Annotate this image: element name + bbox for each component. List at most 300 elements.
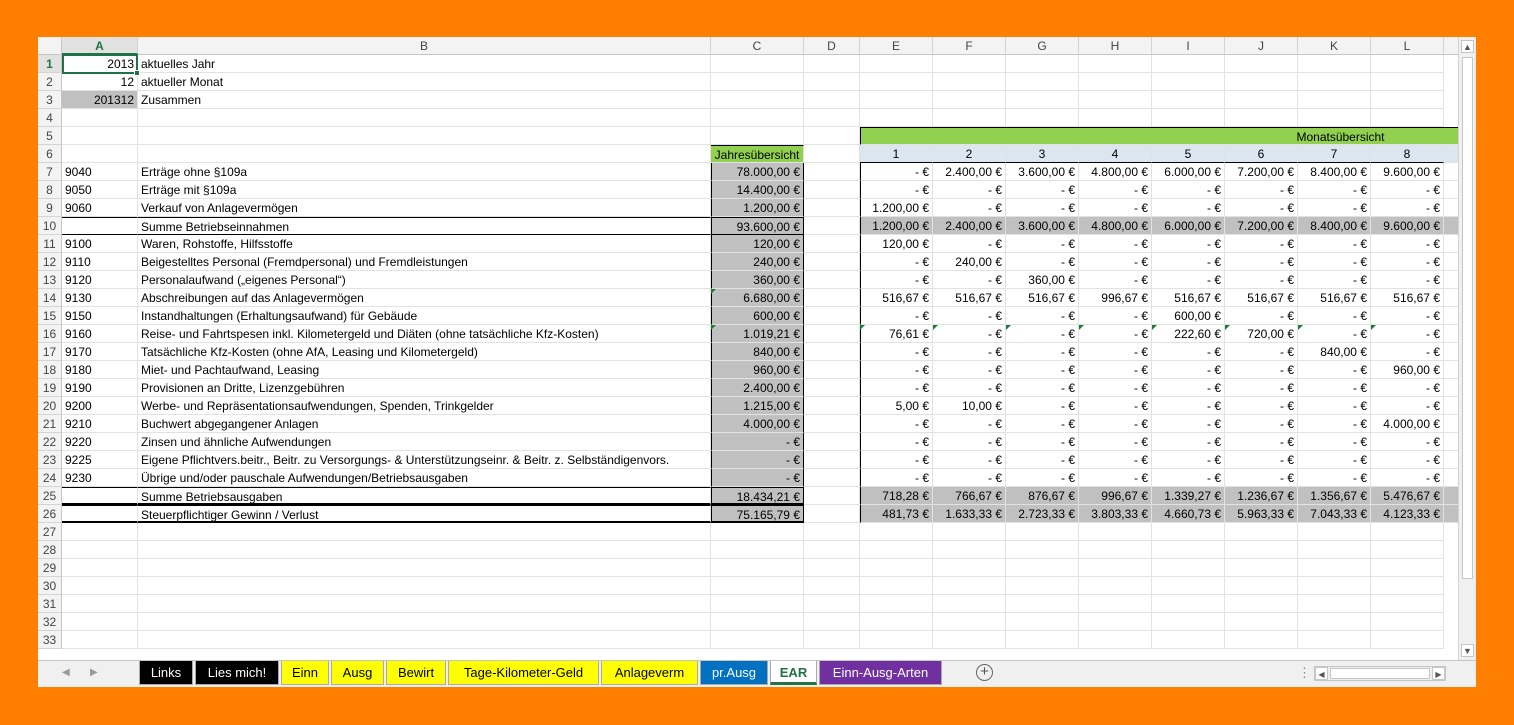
yearly-total[interactable]: 93.600,00 € xyxy=(711,217,804,235)
empty-cell[interactable] xyxy=(933,595,1006,613)
account-code[interactable]: 9220 xyxy=(62,433,138,451)
empty-cell[interactable] xyxy=(711,541,804,559)
monthly-value[interactable]: - € xyxy=(1298,325,1371,343)
monthly-value[interactable]: - € xyxy=(933,451,1006,469)
empty-cell[interactable] xyxy=(804,451,860,469)
empty-cell[interactable] xyxy=(1225,91,1298,109)
yearly-total[interactable]: 600,00 € xyxy=(711,307,804,325)
empty-cell[interactable] xyxy=(933,559,1006,577)
sheet-tab[interactable]: Lies mich! xyxy=(195,661,279,685)
monthly-value[interactable]: - € xyxy=(1298,451,1371,469)
monthly-value[interactable]: 1.339,27 € xyxy=(1152,487,1225,505)
error-indicator-icon[interactable] xyxy=(933,325,938,330)
error-indicator-icon[interactable] xyxy=(1371,325,1376,330)
monthly-value[interactable]: - € xyxy=(1152,199,1225,217)
monthly-value[interactable]: - € xyxy=(1298,307,1371,325)
yearly-overview-header[interactable]: Jahresübersicht xyxy=(711,145,804,163)
month-number-header[interactable]: 4 xyxy=(1079,145,1152,163)
yearly-total[interactable]: - € xyxy=(711,469,804,487)
empty-cell[interactable] xyxy=(860,595,933,613)
monthly-value[interactable]: - € xyxy=(860,415,933,433)
monthly-value[interactable]: 9.600,00 € xyxy=(1371,217,1444,235)
monthly-value[interactable]: 718,28 € xyxy=(860,487,933,505)
empty-cell[interactable] xyxy=(1006,613,1079,631)
empty-cell[interactable] xyxy=(804,631,860,649)
monthly-value[interactable]: - € xyxy=(1006,415,1079,433)
empty-cell[interactable] xyxy=(1298,55,1371,73)
empty-cell[interactable] xyxy=(1152,109,1225,127)
yearly-total[interactable]: 240,00 € xyxy=(711,253,804,271)
monthly-value[interactable]: - € xyxy=(1152,235,1225,253)
monthly-value[interactable]: 8.400,00 € xyxy=(1298,163,1371,181)
monthly-value[interactable]: 4.800,00 € xyxy=(1079,163,1152,181)
scroll-right-icon[interactable]: ▶ xyxy=(1432,667,1445,680)
monthly-value[interactable]: - € xyxy=(1079,325,1152,343)
monthly-value[interactable]: - € xyxy=(1006,235,1079,253)
monthly-value[interactable]: - € xyxy=(860,433,933,451)
monthly-value[interactable]: - € xyxy=(1079,253,1152,271)
monthly-value[interactable]: - € xyxy=(1006,433,1079,451)
empty-cell[interactable] xyxy=(1079,631,1152,649)
empty-cell[interactable] xyxy=(860,73,933,91)
monthly-value[interactable]: - € xyxy=(933,379,1006,397)
empty-cell[interactable] xyxy=(1371,73,1444,91)
monthly-value[interactable]: - € xyxy=(860,307,933,325)
empty-cell[interactable] xyxy=(1371,613,1444,631)
empty-cell[interactable] xyxy=(711,127,804,145)
monthly-value[interactable]: - € xyxy=(1152,253,1225,271)
monthly-value[interactable]: - € xyxy=(933,199,1006,217)
empty-cell[interactable] xyxy=(804,109,860,127)
empty-cell[interactable] xyxy=(711,73,804,91)
empty-cell[interactable] xyxy=(711,595,804,613)
account-code[interactable]: 9100 xyxy=(62,235,138,253)
yearly-total[interactable]: - € xyxy=(711,433,804,451)
empty-cell[interactable] xyxy=(138,541,711,559)
empty-cell[interactable] xyxy=(804,145,860,163)
row-header[interactable]: 26 xyxy=(38,505,62,523)
error-indicator-icon[interactable] xyxy=(860,325,865,330)
empty-cell[interactable] xyxy=(1079,577,1152,595)
empty-cell[interactable] xyxy=(804,199,860,217)
error-indicator-icon[interactable] xyxy=(1152,325,1157,330)
monthly-value[interactable]: - € xyxy=(1079,361,1152,379)
row-header[interactable]: 4 xyxy=(38,109,62,127)
empty-cell[interactable] xyxy=(1298,541,1371,559)
row-header[interactable]: 9 xyxy=(38,199,62,217)
monthly-value[interactable]: 600,00 € xyxy=(1152,307,1225,325)
monthly-value[interactable]: - € xyxy=(1225,451,1298,469)
monthly-value[interactable]: 4.660,73 € xyxy=(1152,505,1225,523)
empty-cell[interactable] xyxy=(804,541,860,559)
account-code[interactable]: 9060 xyxy=(62,199,138,217)
account-label[interactable]: Reise- und Fahrtspesen inkl. Kilometergeld und Diäten (ohne tatsächliche Kfz-Kosten) xyxy=(138,325,711,343)
empty-cell[interactable] xyxy=(804,343,860,361)
tab-scroll-left-icon[interactable]: ◀ xyxy=(62,667,70,678)
monthly-value[interactable]: - € xyxy=(1371,451,1444,469)
empty-cell[interactable] xyxy=(804,559,860,577)
account-label[interactable]: Miet- und Pachtaufwand, Leasing xyxy=(138,361,711,379)
horizontal-scrollbar[interactable] xyxy=(1314,666,1446,681)
empty-cell[interactable] xyxy=(1371,91,1444,109)
monthly-value[interactable]: 3.600,00 € xyxy=(1006,163,1079,181)
empty-cell[interactable] xyxy=(1152,541,1225,559)
monthly-value[interactable]: - € xyxy=(1079,469,1152,487)
empty-cell[interactable] xyxy=(1298,631,1371,649)
empty-cell[interactable] xyxy=(933,109,1006,127)
select-all-corner[interactable] xyxy=(38,37,62,55)
month-number-header[interactable]: 7 xyxy=(1298,145,1371,163)
row-header[interactable]: 32 xyxy=(38,613,62,631)
h-scroll-thumb[interactable] xyxy=(1330,668,1430,679)
sheet-tab[interactable]: Bewirt xyxy=(386,661,446,685)
monthly-value[interactable]: - € xyxy=(933,469,1006,487)
account-code[interactable] xyxy=(62,487,138,505)
empty-cell[interactable] xyxy=(1298,595,1371,613)
monthly-value[interactable]: 5.476,67 € xyxy=(1371,487,1444,505)
monthly-value[interactable]: - € xyxy=(860,451,933,469)
empty-cell[interactable] xyxy=(1006,55,1079,73)
empty-cell[interactable] xyxy=(1225,595,1298,613)
row-header[interactable]: 19 xyxy=(38,379,62,397)
yearly-total[interactable]: 840,00 € xyxy=(711,343,804,361)
empty-cell[interactable] xyxy=(1152,613,1225,631)
account-code[interactable]: 9040 xyxy=(62,163,138,181)
monthly-value[interactable]: 516,67 € xyxy=(1006,289,1079,307)
row-header[interactable]: 21 xyxy=(38,415,62,433)
row-header[interactable]: 25 xyxy=(38,487,62,505)
empty-cell[interactable] xyxy=(711,91,804,109)
monthly-value[interactable]: - € xyxy=(1079,415,1152,433)
yearly-total[interactable]: 360,00 € xyxy=(711,271,804,289)
monthly-value[interactable]: - € xyxy=(933,343,1006,361)
empty-cell[interactable] xyxy=(933,523,1006,541)
account-code[interactable]: 9130 xyxy=(62,289,138,307)
monthly-value[interactable]: - € xyxy=(1225,469,1298,487)
empty-cell[interactable] xyxy=(1371,109,1444,127)
column-header-i[interactable]: I xyxy=(1152,37,1225,55)
empty-cell[interactable] xyxy=(804,253,860,271)
tab-scroll-right-icon[interactable]: ▶ xyxy=(90,667,98,678)
empty-cell[interactable] xyxy=(62,559,138,577)
scroll-down-icon[interactable]: ▼ xyxy=(1461,644,1474,657)
monthly-value[interactable]: - € xyxy=(1225,307,1298,325)
row-header[interactable]: 15 xyxy=(38,307,62,325)
monthly-value[interactable]: - € xyxy=(1225,271,1298,289)
row-header[interactable]: 2 xyxy=(38,73,62,91)
account-code[interactable]: 9110 xyxy=(62,253,138,271)
monthly-value[interactable]: 7.043,33 € xyxy=(1298,505,1371,523)
empty-cell[interactable] xyxy=(1225,523,1298,541)
empty-cell[interactable] xyxy=(1152,631,1225,649)
empty-cell[interactable] xyxy=(1152,91,1225,109)
monthly-value[interactable]: - € xyxy=(860,361,933,379)
row-header[interactable]: 5 xyxy=(38,127,62,145)
monthly-value[interactable]: - € xyxy=(1079,433,1152,451)
monthly-value[interactable]: - € xyxy=(1079,379,1152,397)
monthly-value[interactable]: - € xyxy=(1298,271,1371,289)
empty-cell[interactable] xyxy=(62,145,138,163)
account-label[interactable]: Abschreibungen auf das Anlagevermögen xyxy=(138,289,711,307)
row-header[interactable]: 16 xyxy=(38,325,62,343)
empty-cell[interactable] xyxy=(804,523,860,541)
month-number-header[interactable]: 3 xyxy=(1006,145,1079,163)
empty-cell[interactable] xyxy=(933,73,1006,91)
empty-cell[interactable] xyxy=(62,631,138,649)
monthly-value[interactable]: - € xyxy=(1298,199,1371,217)
empty-cell[interactable] xyxy=(711,523,804,541)
monthly-value[interactable]: - € xyxy=(1298,253,1371,271)
account-label[interactable]: Waren, Rohstoffe, Hilfsstoffe xyxy=(138,235,711,253)
monthly-value[interactable]: - € xyxy=(1225,361,1298,379)
empty-cell[interactable] xyxy=(62,523,138,541)
empty-cell[interactable] xyxy=(1298,109,1371,127)
monthly-value[interactable]: 222,60 € xyxy=(1152,325,1225,343)
empty-cell[interactable] xyxy=(804,397,860,415)
empty-cell[interactable] xyxy=(1225,559,1298,577)
account-code[interactable]: 9225 xyxy=(62,451,138,469)
empty-cell[interactable] xyxy=(711,577,804,595)
empty-cell[interactable] xyxy=(1006,577,1079,595)
add-sheet-icon[interactable]: + xyxy=(976,664,993,681)
scroll-thumb[interactable] xyxy=(1462,57,1473,579)
setting-value[interactable]: 2013 xyxy=(62,55,138,73)
account-label[interactable]: Summe Betriebsausgaben xyxy=(138,487,711,505)
empty-cell[interactable] xyxy=(711,559,804,577)
monthly-value[interactable]: 2.400,00 € xyxy=(933,217,1006,235)
monthly-value[interactable]: - € xyxy=(1079,199,1152,217)
monthly-value[interactable]: 1.356,67 € xyxy=(1298,487,1371,505)
sheet-tab[interactable]: Einn-Ausg-Arten xyxy=(819,661,942,685)
vertical-scrollbar[interactable] xyxy=(1458,37,1476,660)
yearly-total[interactable]: - € xyxy=(711,451,804,469)
empty-cell[interactable] xyxy=(860,55,933,73)
setting-label[interactable]: aktuelles Jahr xyxy=(138,55,711,73)
worksheet-grid[interactable] xyxy=(38,37,1458,660)
empty-cell[interactable] xyxy=(804,487,860,505)
monthly-value[interactable]: - € xyxy=(1152,181,1225,199)
error-indicator-icon[interactable] xyxy=(1079,325,1084,330)
empty-cell[interactable] xyxy=(1152,577,1225,595)
column-header-c[interactable]: C xyxy=(711,37,804,55)
scroll-up-icon[interactable]: ▲ xyxy=(1461,40,1474,53)
empty-cell[interactable] xyxy=(62,595,138,613)
row-header[interactable]: 22 xyxy=(38,433,62,451)
empty-cell[interactable] xyxy=(860,559,933,577)
monthly-value[interactable]: 120,00 € xyxy=(860,235,933,253)
sheet-tab[interactable]: Tage-Kilometer-Geld xyxy=(448,661,599,685)
empty-cell[interactable] xyxy=(1006,73,1079,91)
monthly-value[interactable]: - € xyxy=(860,181,933,199)
empty-cell[interactable] xyxy=(1225,541,1298,559)
monthly-value[interactable]: - € xyxy=(1371,379,1444,397)
account-label[interactable]: Werbe- und Repräsentationsaufwendungen, Spenden, Trinkgelder xyxy=(138,397,711,415)
monthly-value[interactable]: - € xyxy=(1006,199,1079,217)
empty-cell[interactable] xyxy=(1298,613,1371,631)
monthly-value[interactable]: - € xyxy=(1371,271,1444,289)
empty-cell[interactable] xyxy=(62,613,138,631)
sheet-tab[interactable]: pr.Ausg xyxy=(700,661,768,685)
yearly-total[interactable]: 120,00 € xyxy=(711,235,804,253)
empty-cell[interactable] xyxy=(804,577,860,595)
account-code[interactable]: 9160 xyxy=(62,325,138,343)
monthly-value[interactable]: - € xyxy=(1371,235,1444,253)
row-header[interactable]: 1 xyxy=(38,55,62,73)
empty-cell[interactable] xyxy=(711,631,804,649)
row-header[interactable]: 24 xyxy=(38,469,62,487)
row-header[interactable]: 23 xyxy=(38,451,62,469)
yearly-total[interactable]: 960,00 € xyxy=(711,361,804,379)
sheet-tab[interactable]: Links xyxy=(139,661,193,685)
empty-cell[interactable] xyxy=(1079,73,1152,91)
empty-cell[interactable] xyxy=(1371,541,1444,559)
column-header-e[interactable]: E xyxy=(860,37,933,55)
empty-cell[interactable] xyxy=(1152,523,1225,541)
monthly-value[interactable]: - € xyxy=(1152,451,1225,469)
monthly-value[interactable]: - € xyxy=(1079,397,1152,415)
empty-cell[interactable] xyxy=(138,523,711,541)
monthly-value[interactable]: 516,67 € xyxy=(1298,289,1371,307)
empty-cell[interactable] xyxy=(1152,73,1225,91)
monthly-value[interactable]: - € xyxy=(933,235,1006,253)
monthly-value[interactable]: 516,67 € xyxy=(1371,289,1444,307)
row-header[interactable]: 18 xyxy=(38,361,62,379)
monthly-value[interactable]: 8.400,00 € xyxy=(1298,217,1371,235)
monthly-value[interactable]: 7.200,00 € xyxy=(1225,217,1298,235)
account-code[interactable]: 9050 xyxy=(62,181,138,199)
empty-cell[interactable] xyxy=(1298,91,1371,109)
empty-cell[interactable] xyxy=(1371,631,1444,649)
empty-cell[interactable] xyxy=(1371,559,1444,577)
row-header[interactable]: 13 xyxy=(38,271,62,289)
monthly-value[interactable]: 3.803,33 € xyxy=(1079,505,1152,523)
monthly-value[interactable]: - € xyxy=(860,343,933,361)
account-label[interactable]: Buchwert abgegangener Anlagen xyxy=(138,415,711,433)
empty-cell[interactable] xyxy=(1006,595,1079,613)
monthly-value[interactable]: - € xyxy=(1152,379,1225,397)
row-header[interactable]: 30 xyxy=(38,577,62,595)
empty-cell[interactable] xyxy=(62,109,138,127)
empty-cell[interactable] xyxy=(62,127,138,145)
column-header-b[interactable]: B xyxy=(138,37,711,55)
empty-cell[interactable] xyxy=(804,361,860,379)
monthly-value[interactable]: - € xyxy=(1079,307,1152,325)
monthly-value[interactable]: 9.600,00 € xyxy=(1371,163,1444,181)
empty-cell[interactable] xyxy=(804,595,860,613)
row-header[interactable]: 31 xyxy=(38,595,62,613)
setting-label[interactable]: aktueller Monat xyxy=(138,73,711,91)
empty-cell[interactable] xyxy=(804,613,860,631)
monthly-value[interactable]: 1.633,33 € xyxy=(933,505,1006,523)
yearly-total[interactable]: 4.000,00 € xyxy=(711,415,804,433)
monthly-value[interactable]: 766,67 € xyxy=(933,487,1006,505)
monthly-value[interactable]: - € xyxy=(1152,433,1225,451)
monthly-value[interactable]: - € xyxy=(1225,433,1298,451)
monthly-value[interactable]: - € xyxy=(1225,415,1298,433)
empty-cell[interactable] xyxy=(804,163,860,181)
empty-cell[interactable] xyxy=(804,91,860,109)
empty-cell[interactable] xyxy=(1079,595,1152,613)
scroll-left-icon[interactable]: ◀ xyxy=(1315,667,1328,680)
monthly-value[interactable]: 2.723,33 € xyxy=(1006,505,1079,523)
empty-cell[interactable] xyxy=(1298,73,1371,91)
monthly-value[interactable]: - € xyxy=(1079,343,1152,361)
row-header[interactable]: 29 xyxy=(38,559,62,577)
account-code[interactable]: 9210 xyxy=(62,415,138,433)
monthly-value[interactable]: - € xyxy=(1371,469,1444,487)
empty-cell[interactable] xyxy=(1079,541,1152,559)
row-header[interactable]: 17 xyxy=(38,343,62,361)
account-label[interactable]: Tatsächliche Kfz-Kosten (ohne AfA, Leasing und Kilometergeld) xyxy=(138,343,711,361)
monthly-value[interactable]: - € xyxy=(1225,235,1298,253)
setting-value[interactable]: 201312 xyxy=(62,91,138,109)
account-code[interactable]: 9170 xyxy=(62,343,138,361)
account-label[interactable]: Beigestelltes Personal (Fremdpersonal) und Fremdleistungen xyxy=(138,253,711,271)
monthly-value[interactable]: - € xyxy=(1225,397,1298,415)
yearly-total[interactable]: 6.680,00 € xyxy=(711,289,804,307)
error-indicator-icon[interactable] xyxy=(1006,325,1011,330)
empty-cell[interactable] xyxy=(804,289,860,307)
empty-cell[interactable] xyxy=(1298,577,1371,595)
empty-cell[interactable] xyxy=(138,109,711,127)
monthly-value[interactable]: - € xyxy=(1152,343,1225,361)
split-handle-icon[interactable]: ⋮ xyxy=(1298,665,1311,680)
monthly-value[interactable]: - € xyxy=(1152,271,1225,289)
monthly-value[interactable]: - € xyxy=(1298,181,1371,199)
monthly-value[interactable]: 996,67 € xyxy=(1079,289,1152,307)
monthly-value[interactable]: - € xyxy=(860,379,933,397)
column-header-d[interactable]: D xyxy=(804,37,860,55)
column-header-k[interactable]: K xyxy=(1298,37,1371,55)
account-label[interactable]: Verkauf von Anlagevermögen xyxy=(138,199,711,217)
empty-cell[interactable] xyxy=(1225,73,1298,91)
account-code[interactable]: 9230 xyxy=(62,469,138,487)
monthly-value[interactable]: - € xyxy=(1006,469,1079,487)
empty-cell[interactable] xyxy=(933,631,1006,649)
yearly-total[interactable]: 1.200,00 € xyxy=(711,199,804,217)
row-header[interactable]: 12 xyxy=(38,253,62,271)
row-header[interactable]: 27 xyxy=(38,523,62,541)
account-label[interactable]: Summe Betriebseinnahmen xyxy=(138,217,711,235)
row-header[interactable]: 6 xyxy=(38,145,62,163)
monthly-value[interactable]: 360,00 € xyxy=(1006,271,1079,289)
row-header[interactable]: 11 xyxy=(38,235,62,253)
monthly-value[interactable]: - € xyxy=(860,253,933,271)
empty-cell[interactable] xyxy=(138,145,711,163)
monthly-value[interactable]: - € xyxy=(860,271,933,289)
monthly-value[interactable]: 840,00 € xyxy=(1298,343,1371,361)
empty-cell[interactable] xyxy=(933,541,1006,559)
account-code[interactable]: 9120 xyxy=(62,271,138,289)
monthly-value[interactable]: - € xyxy=(1225,253,1298,271)
empty-cell[interactable] xyxy=(1006,91,1079,109)
account-code[interactable] xyxy=(62,505,138,523)
yearly-total[interactable]: 75.165,79 € xyxy=(711,505,804,523)
yearly-total[interactable]: 1.019,21 € xyxy=(711,325,804,343)
sheet-tab[interactable]: EAR xyxy=(770,661,817,685)
account-label[interactable]: Instandhaltungen (Erhaltungsaufwand) für Gebäude xyxy=(138,307,711,325)
monthly-value[interactable]: - € xyxy=(1006,451,1079,469)
monthly-value[interactable]: - € xyxy=(1225,181,1298,199)
column-header-l[interactable]: L xyxy=(1371,37,1444,55)
monthly-value[interactable]: - € xyxy=(1298,397,1371,415)
monthly-value[interactable]: - € xyxy=(1371,325,1444,343)
monthly-value[interactable]: 5.963,33 € xyxy=(1225,505,1298,523)
row-header[interactable]: 33 xyxy=(38,631,62,649)
empty-cell[interactable] xyxy=(1152,559,1225,577)
empty-cell[interactable] xyxy=(711,55,804,73)
monthly-value[interactable]: - € xyxy=(1006,181,1079,199)
